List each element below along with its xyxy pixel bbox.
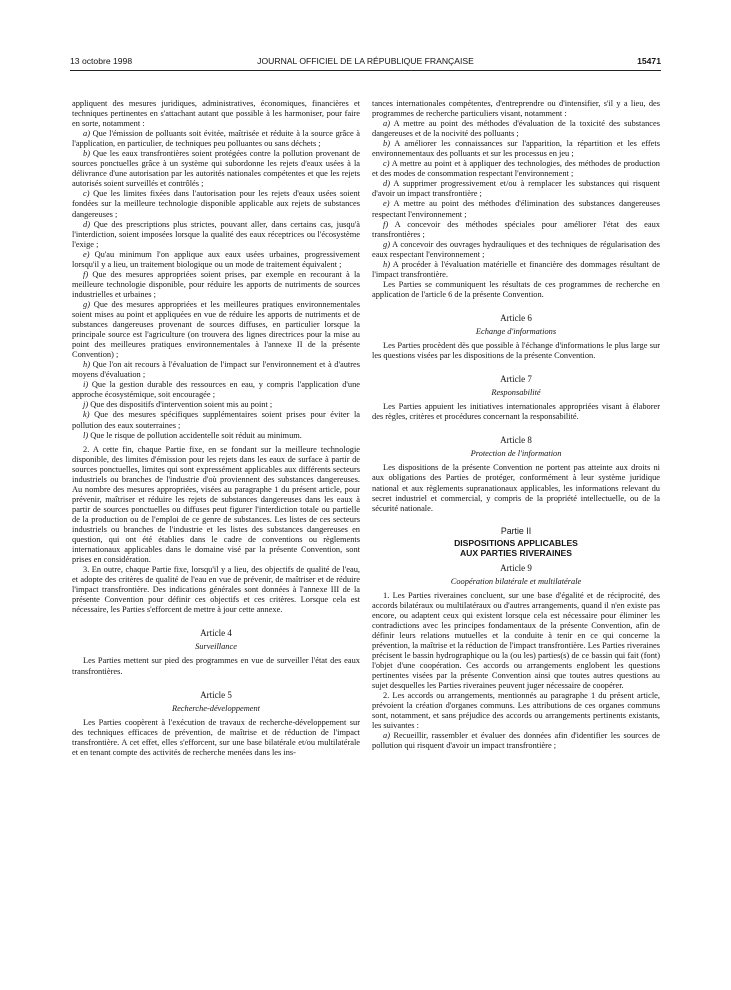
article-4-text: Les Parties mettent sur pied des programmes en vue de surveiller l'état des eaux transfrontières.: [72, 656, 360, 676]
item-marker: e): [83, 249, 90, 259]
item-marker: d): [383, 179, 390, 189]
list-item: [72, 149, 360, 189]
list-item: [72, 189, 360, 219]
article-7-title: Responsabilité: [491, 388, 541, 398]
list-item: [72, 300, 360, 360]
item-marker: f): [83, 269, 89, 279]
list-item: [72, 360, 360, 380]
list-item: [372, 220, 660, 240]
list-item: [372, 119, 660, 139]
item-text: A améliorer les connaissances sur l'apparition, la répartition et les effets environnementaux des polluants et sur les processus en jeu ;: [372, 139, 660, 159]
article-9-paragraph-2: 2. Les accords ou arrangements, mentionnés au paragraphe 1 du présent article, prévoient la création d'organes communs. Les attributions de ces organes communs sont, notamment, et sans préjudice des accords ou arrangements pertinents existants, les suivantes :: [372, 691, 660, 731]
article-4-heading: Article 4: [200, 628, 232, 639]
header-date: 13 octobre 1998: [70, 56, 133, 66]
list-item: [372, 731, 660, 751]
item-text: Que les eaux transfrontières soient protégées contre la pollution provenant de sources ponctuelles grâce à un système qui subordonne les rejets d'eaux usées à la délivrance d'une autorisation par les autorités nationales compétentes et que les rejets autorisés soient surveillés et contrôlés ;: [72, 149, 361, 189]
article-4-title: Surveillance: [195, 642, 237, 652]
right-column: [372, 99, 660, 752]
list-item: [72, 400, 360, 410]
article-9-paragraph-1: 1. Les Parties riveraines concluent, sur une base d'égalité et de réciprocité, des accords bilatéraux ou multilatéraux ou d'autres arrangements, quand il n'en existe pas encore, ou adaptent ceux qui existent lorsque cela est nécessaire pour éliminer les contradictions avec les principes fondamentaux de la présente Convention, afin de définir leurs relations mutuelles et la conduite à tenir en ce qui concerne la prévention, la maîtrise et la réduction de l'impact transfrontière. Les Parties riveraines précisent le bassin hydrographique ou la (ou les) parties(s) de ce bassin qui fait (font) l'objet d'une coopération. Ces accords ou arrangements englobent les questions pertinentes visées par la présente Convention ainsi que toutes autres questions au sujet desquelles les Parties riveraines peuvent juger nécessaire de coopérer.: [372, 590, 660, 691]
list-item: [372, 179, 660, 199]
article-6-title: Echange d'informations: [475, 326, 557, 336]
item-text: Qu'au minimum l'on applique aux eaux usées urbaines, progressivement lorsqu'il y a lieu, un traitement biologique ou un mode de traitement équivalent ;: [72, 249, 360, 269]
item-text: Que des dispositifs d'intervention soient mis au point ;: [90, 400, 273, 410]
results-paragraph: Les Parties se communiquent les résultats de ces programmes de recherche en application de l'article 6 de la présente Convention.: [372, 279, 660, 299]
item-text: Que le risque de pollution accidentelle soit réduit au minimum.: [90, 430, 302, 440]
part-title-line-2: AUX PARTIES RIVERAINES: [459, 548, 573, 559]
item-text: A mettre au point et à appliquer des technologies, des méthodes de production et des modes de consommation respectant l'environnement ;: [372, 159, 660, 179]
item-marker: g): [83, 299, 90, 309]
item-marker: h): [83, 360, 90, 370]
item-marker: i): [83, 380, 89, 390]
article-8-text: Les dispositions de la présente Convention ne portent pas atteinte aux droits ni aux obligations des Parties de protéger, conformément à leur système juridique national et aux règlements supranationaux applicables, les informations relevant du secret industriel et commercial, y compris de la propriété intellectuelle, ou de la sécurité nationale.: [372, 463, 660, 513]
item-marker: b): [383, 139, 390, 149]
article-8-title: Protection de l'information: [470, 449, 562, 459]
measures-list: [72, 129, 360, 440]
article-5-title: Recherche-développement: [171, 703, 261, 713]
item-text: Que des mesures appropriées soient prises, par exemple en recourant à la meilleure technologie disponible, pour réduire les apports de nutriments de sources industrielles et urbaines ;: [72, 269, 360, 299]
article-6-heading: Article 6: [500, 312, 532, 323]
item-marker: c): [83, 189, 90, 199]
article-6-text: Les Parties procèdent dès que possible à l'échange d'informations le plus large sur les questions visées par les dispositions de la présente Convention.: [372, 341, 660, 361]
list-item: [72, 431, 360, 441]
article-7-heading: Article 7: [500, 374, 532, 385]
item-text: A concevoir des méthodes spéciales pour améliorer l'état des eaux transfrontières ;: [372, 219, 660, 239]
list-item: [72, 129, 360, 149]
intro-paragraph: appliquent des mesures juridiques, administratives, économiques, financières et techniques pertinentes en s'attachant autant que possible à les harmoniser, pour faire en sorte, notamment :: [72, 99, 360, 129]
list-item: [72, 250, 360, 270]
list-item: [72, 270, 360, 300]
left-column: [72, 99, 360, 758]
continued-paragraph: tances internationales compétentes, d'entreprendre ou d'intensifier, s'il y a lieu, des programmes de recherche particuliers visant, notamment :: [372, 99, 660, 119]
item-marker: b): [83, 149, 90, 159]
item-text: Recueillir, rassembler et évaluer des données afin d'identifier les sources de pollution qui risquent d'avoir un impact transfrontière ;: [372, 731, 660, 751]
item-text: Que des mesures spécifiques supplémentaires soient prises pour éviter la pollution des eaux souterraines ;: [72, 410, 361, 430]
item-marker: d): [83, 219, 90, 229]
article-7-text: Les Parties appuient les initiatives internationales appropriées visant à élaborer des règles, critères et procédures concernant la responsabilité.: [372, 402, 660, 422]
item-marker: k): [83, 410, 90, 420]
item-text: A concevoir des ouvrages hydrauliques et des techniques de régularisation des eaux respectant l'environnement ;: [372, 239, 660, 259]
item-text: Que des mesures appropriées et les meilleures pratiques environnementales soient mises au point et appliquées en vue de réduire les apports de nutriments et de substances dangereuses provenant de sources diffuses, en particulier lorsque la principale source est l'agriculture (on trouvera des lignes directrices pour la mise au point des meilleures pratiques environnementales à l'annexe II de la présente Convention) ;: [72, 299, 361, 360]
item-text: A procéder à l'évaluation matérielle et financière des dommages résultant de l'impact transfrontière.: [372, 259, 660, 279]
item-marker: a): [83, 129, 90, 139]
article-5-heading: Article 5: [200, 689, 232, 700]
item-text: Que l'on ait recours à l'évaluation de l'impact sur l'environnement et à d'autres moyens d'évaluation ;: [72, 360, 360, 380]
list-item: [372, 240, 660, 260]
article-8-heading: Article 8: [500, 435, 532, 446]
item-text: Que des prescriptions plus strictes, pouvant aller, dans certains cas, jusqu'à l'interdiction, soient imposées lorsque la qualité des eaux réceptrices ou l'écosystème l'exige ;: [72, 219, 361, 249]
item-text: A supprimer progressivement et/ou à remplacer les substances qui risquent d'avoir un impact transfrontière ;: [372, 179, 660, 199]
list-item: [372, 159, 660, 179]
journal-title: JOURNAL OFFICIEL DE LA RÉPUBLIQUE FRANÇAISE: [257, 56, 474, 66]
list-item: [372, 260, 660, 280]
item-marker: j): [83, 400, 89, 410]
research-list: [372, 119, 660, 280]
item-text: A mettre au point des méthodes d'élimination des substances dangereuses respectant l'environnement ;: [372, 199, 660, 219]
item-text: Que les limites fixées dans l'autorisation pour les rejets d'eaux usées soient fondées sur la meilleure technologie disponible applicable aux rejets de substances dangereuses ;: [72, 189, 360, 219]
list-item: [72, 410, 360, 430]
list-item: [72, 220, 360, 250]
item-text: Que l'émission de polluants soit évitée, maîtrisée et réduite à la source grâce à l'application, en particulier, de techniques peu polluantes ou sans déchets ;: [72, 129, 361, 149]
item-marker: a): [383, 119, 390, 129]
item-marker: h): [383, 259, 390, 269]
item-marker: c): [383, 159, 390, 169]
article-9-title: Coopération bilatérale et multilatérale: [450, 576, 582, 586]
part-heading: Partie II: [500, 525, 532, 536]
item-text: Que la gestion durable des ressources en eau, y compris l'application d'une approche écosystémique, soit encouragée ;: [72, 380, 360, 400]
list-item: [372, 199, 660, 219]
page-header: [70, 56, 661, 71]
item-marker: l): [83, 430, 89, 440]
part-title-line-1: DISPOSITIONS APPLICABLES: [454, 537, 578, 548]
list-item: [372, 139, 660, 159]
part-title: [372, 538, 660, 559]
item-marker: e): [383, 199, 390, 209]
article-9-heading: Article 9: [500, 562, 532, 573]
page-number: 15471: [637, 56, 661, 66]
article-5-text: Les Parties coopèrent à l'exécution de travaux de recherche-développement sur des techniques efficaces de prévention, de maîtrise et de réduction de l'impact transfrontière. A cet effet, elles s'efforcent, sur une base bilatérale et/ou multilatérale et en tenant compte des activités de recherche menées dans les ins-: [72, 717, 360, 757]
paragraph-2: 2. A cette fin, chaque Partie fixe, en se fondant sur la meilleure technologie disponible, des limites d'émission pour les rejets dans les eaux de surface à partir de sources ponctuelles, limites qui sont expressément applicables aux différents secteurs industriels ou branches de l'industrie d'où proviennent des substances dangereuses. Au nombre des mesures appropriées, visées au paragraphe 1 du présent article, pour prévenir, maîtriser et réduire les rejets de substances dangereuses dans les eaux à partir de sources ponctuelles ou diffuses peut figurer l'interdiction totale ou partielle de la production ou de l'emploi de ce genre de substances. Les listes de ces secteurs industriels ou branches de l'industrie et les listes des substances dangereuses en question, qui ont été établies dans le cadre de conventions ou règlements internationaux applicables dans le domaine visé par la présente Convention, sont prises en considération.: [72, 444, 360, 565]
item-text: A mettre au point des méthodes d'évaluation de la toxicité des substances dangereuses et de la nocivité des polluants ;: [372, 119, 660, 139]
paragraph-3: 3. En outre, chaque Partie fixe, lorsqu'il y a lieu, des objectifs de qualité de l'eau, et adopte des critères de qualité de l'eau en vue de prévenir, de maîtriser et de réduire l'impact transfrontière. Des indications générales sont données à l'annexe III de la présente Convention pour définir ces objectifs et ces critères. Lorsque cela est nécessaire, les Parties s'efforcent de mettre à jour cette annexe.: [72, 565, 360, 615]
item-marker: f): [383, 219, 389, 229]
item-marker: g): [383, 239, 390, 249]
item-marker: a): [383, 731, 390, 741]
list-item: [72, 380, 360, 400]
